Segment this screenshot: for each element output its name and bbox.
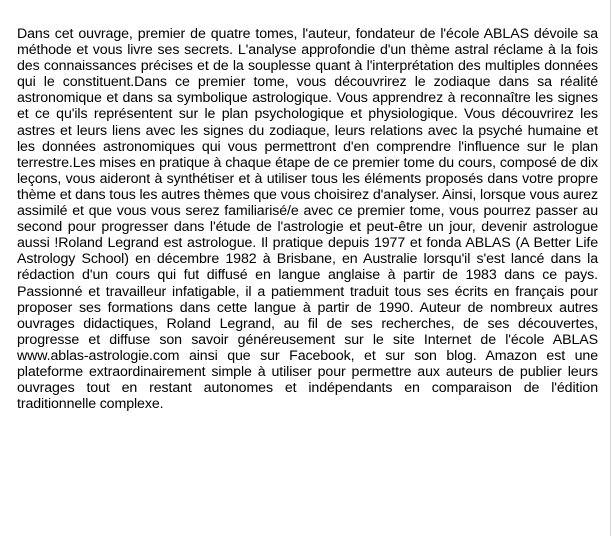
body-paragraph <box>17 26 598 412</box>
page-edge-divider <box>610 0 611 536</box>
paragraph-text: Dans cet ouvrage, premier de quatre tomes, l'auteur, fondateur de l'école ABLAS dévoile sa méthode et vous livre ses secrets. L'analyse approfondie d'un thème astral réclame à la fois des connaissances précises et de la souplesse quant à l'interprétation des multiples données qui le constituent.Dans ce premier tome, vous découvrirez le zodiaque dans sa réalité astronomique et dans sa symbolique astrologique. Vous apprendrez à reconnaître les signes et ce qu'ils représentent sur le plan psychologique et physiologique. Vous découvrirez les astres et leurs liens avec les signes du zodiaque, leurs relations avec la psyché humaine et les données astronomiques qui vous permettront d'en comprendre l'influence sur le plan terrestre.Les mises en pratique à chaque étape de ce premier tome du cours, composé de dix leçons, vous aideront à synthétiser et à utiliser tous les éléments proposés dans votre propre thème et dans tous les autres thèmes que vous choisirez d'analyser. Ainsi, lorsque vous aurez assimilé et que vous vous serez familiarisé/e avec ce premier tome, vous pourrez passer au second pour progresser dans l'étude de l'astrologie et peut-être un jour, devenir astrologue aussi !Roland Legrand est astrologue. Il pratique depuis 1977 et fonda ABLAS (A Better Life Astrology School) en décembre 1982 à Brisbane, en Australie lorsqu'il s'est lancé dans la rédaction d'un cours qui fut diffusé en langue anglaise à partir de 1983 dans ce pays. Passionné et travailleur infatigable, il a patiemment traduit tous ses écrits en français pour proposer ses formations dans cette langue à partir de 1990. Auteur de nombreux autres ouvrages didactiques, Roland Legrand, au fil de ses recherches, de ses découvertes, progresse et diffuse son savoir généreusement sur le site Internet de l'école ABLAS www.ablas-astrologie.com ainsi que sur Facebook, et sur son blog. Amazon est une plateforme extraordinairement simple à utiliser pour permettre aux auteurs de publier leurs ouvrages tout en restant autonomes et indépendants en comparaison de l'édition traditionnelle complexe. <box>17 26 598 413</box>
